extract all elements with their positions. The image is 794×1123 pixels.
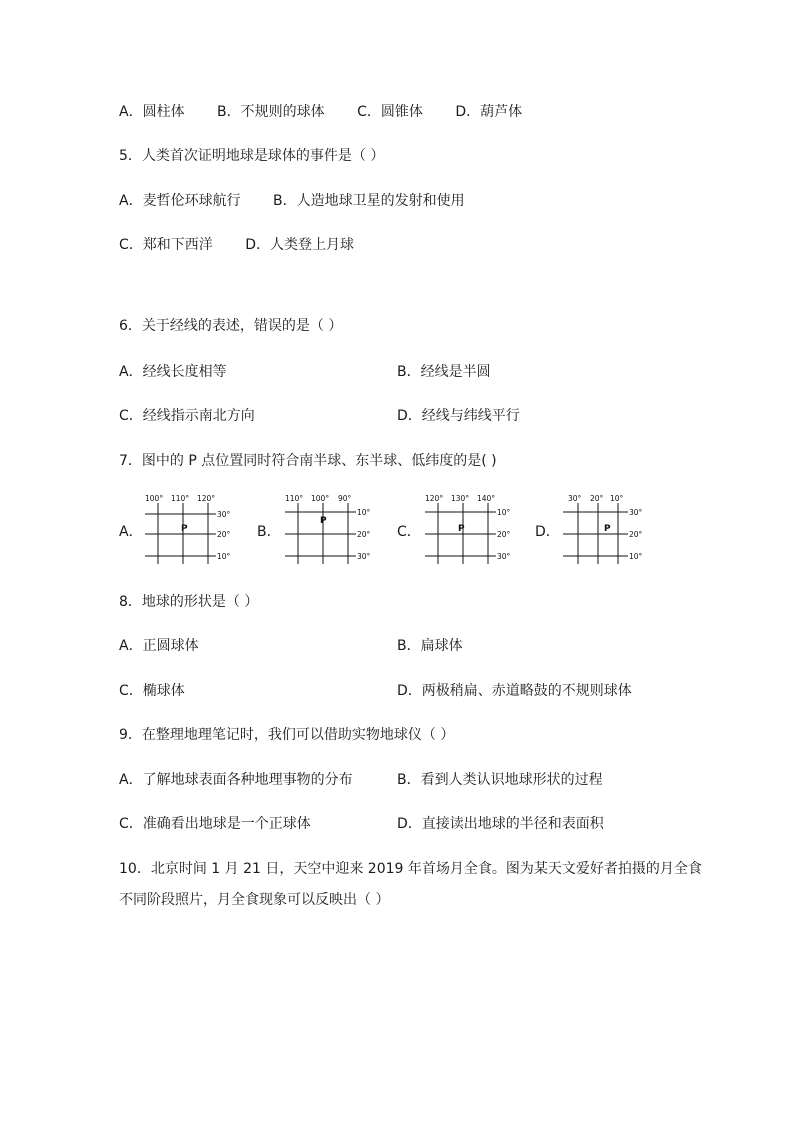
grid-d-right-2: 20° (629, 530, 643, 539)
grid-c-top-3: 140° (477, 494, 496, 503)
grid-d-right-1: 30° (629, 508, 643, 517)
q9-option-a: A．了解地球表面各种地理事物的分布 (119, 772, 353, 788)
grid-c-top-1: 120° (425, 494, 444, 503)
grid-b-top-3: 90° (338, 494, 352, 503)
q7-grid-c (420, 490, 520, 572)
grid-c-right-2: 20° (497, 530, 511, 539)
q7-stem: 7．图中的 P 点位置同时符合南半球、东半球、低纬度的是( ) (119, 453, 497, 469)
grid-a-right-1: 30° (217, 510, 231, 519)
grid-a-right-3: 10° (217, 552, 231, 561)
grid-b-right-2: 20° (357, 530, 371, 539)
q4-option-b: B．不规则的球体 (217, 104, 325, 120)
q8-option-a: A．正圆球体 (119, 638, 199, 654)
q7-grid-a (140, 490, 240, 572)
q9-option-d: D．直接读出地球的半径和表面积 (397, 816, 604, 832)
q5-option-b: B．人造地球卫星的发射和使用 (273, 193, 465, 209)
grid-d-top-1: 30° (568, 494, 582, 503)
q7-grid-d (560, 490, 660, 572)
q8-stem: 8．地球的形状是（ ） (119, 594, 259, 610)
q9-option-c: C．准确看出地球是一个正球体 (119, 816, 311, 832)
q8-option-c: C．椭球体 (119, 683, 185, 699)
q6-option-c: C．经线指示南北方向 (119, 408, 255, 424)
grid-d-top-3: 10° (610, 494, 624, 503)
grid-d-point-p: P (604, 524, 611, 534)
grid-c-right-3: 30° (497, 552, 511, 561)
q5-options-row2 (119, 235, 354, 255)
q4-option-d: D．葫芦体 (455, 104, 523, 120)
q6-stem: 6．关于经线的表述，错误的是（ ） (119, 318, 343, 334)
q7-grid-d-label: D． (535, 524, 560, 540)
q10-stem-line1: 10．北京时间 1 月 21 日，天空中迎来 2019 年首场月全食。图为某天文爱好者拍摄的月全食 (119, 861, 702, 877)
q9-stem: 9．在整理地理笔记时，我们可以借助实物地球仪（ ） (119, 727, 455, 743)
q6-option-d: D．经线与纬线平行 (397, 408, 520, 424)
q4-option-a: A．圆柱体 (119, 104, 185, 120)
q8-option-b: B．扁球体 (397, 638, 463, 654)
grid-a-top-3: 120° (197, 494, 216, 503)
q5-option-d: D．人类登上月球 (245, 237, 355, 253)
grid-b-point-p: P (320, 516, 327, 526)
grid-a-point-p: P (181, 524, 188, 534)
grid-c-point-p: P (458, 524, 465, 534)
q4-option-c: C．圆锥体 (357, 104, 423, 120)
grid-c-right-1: 10° (497, 508, 511, 517)
grid-b-right-1: 10° (357, 508, 371, 517)
q6-option-b: B．经线是半圆 (397, 364, 491, 380)
q6-option-a: A．经线长度相等 (119, 364, 227, 380)
grid-b-top-1: 110° (285, 494, 304, 503)
grid-b-right-3: 30° (357, 552, 371, 561)
grid-a-right-2: 20° (217, 530, 231, 539)
grid-b-top-2: 100° (311, 494, 330, 503)
q9-option-b: B．看到人类认识地球形状的过程 (397, 772, 603, 788)
q8-option-d: D．两极稍扁、赤道略鼓的不规则球体 (397, 683, 632, 699)
grid-d-top-2: 20° (590, 494, 604, 503)
q4-options (119, 102, 522, 122)
q7-grid-a-label: A． (119, 524, 143, 540)
q10-stem-line2: 不同阶段照片，月全食现象可以反映出（ ） (119, 892, 390, 908)
grid-d-right-3: 10° (629, 552, 643, 561)
grid-a-top-1: 100° (145, 494, 164, 503)
q7-grid-b-label: B． (257, 524, 281, 540)
grid-c-top-2: 130° (451, 494, 470, 503)
q5-option-c: C．郑和下西洋 (119, 237, 213, 253)
q5-option-a: A．麦哲伦环球航行 (119, 193, 241, 209)
q5-stem: 5．人类首次证明地球是球体的事件是（ ） (119, 148, 385, 164)
q7-grid-c-label: C． (397, 524, 421, 540)
q5-options-row1 (119, 191, 465, 211)
q7-grid-b (280, 490, 380, 572)
grid-a-top-2: 110° (171, 494, 190, 503)
